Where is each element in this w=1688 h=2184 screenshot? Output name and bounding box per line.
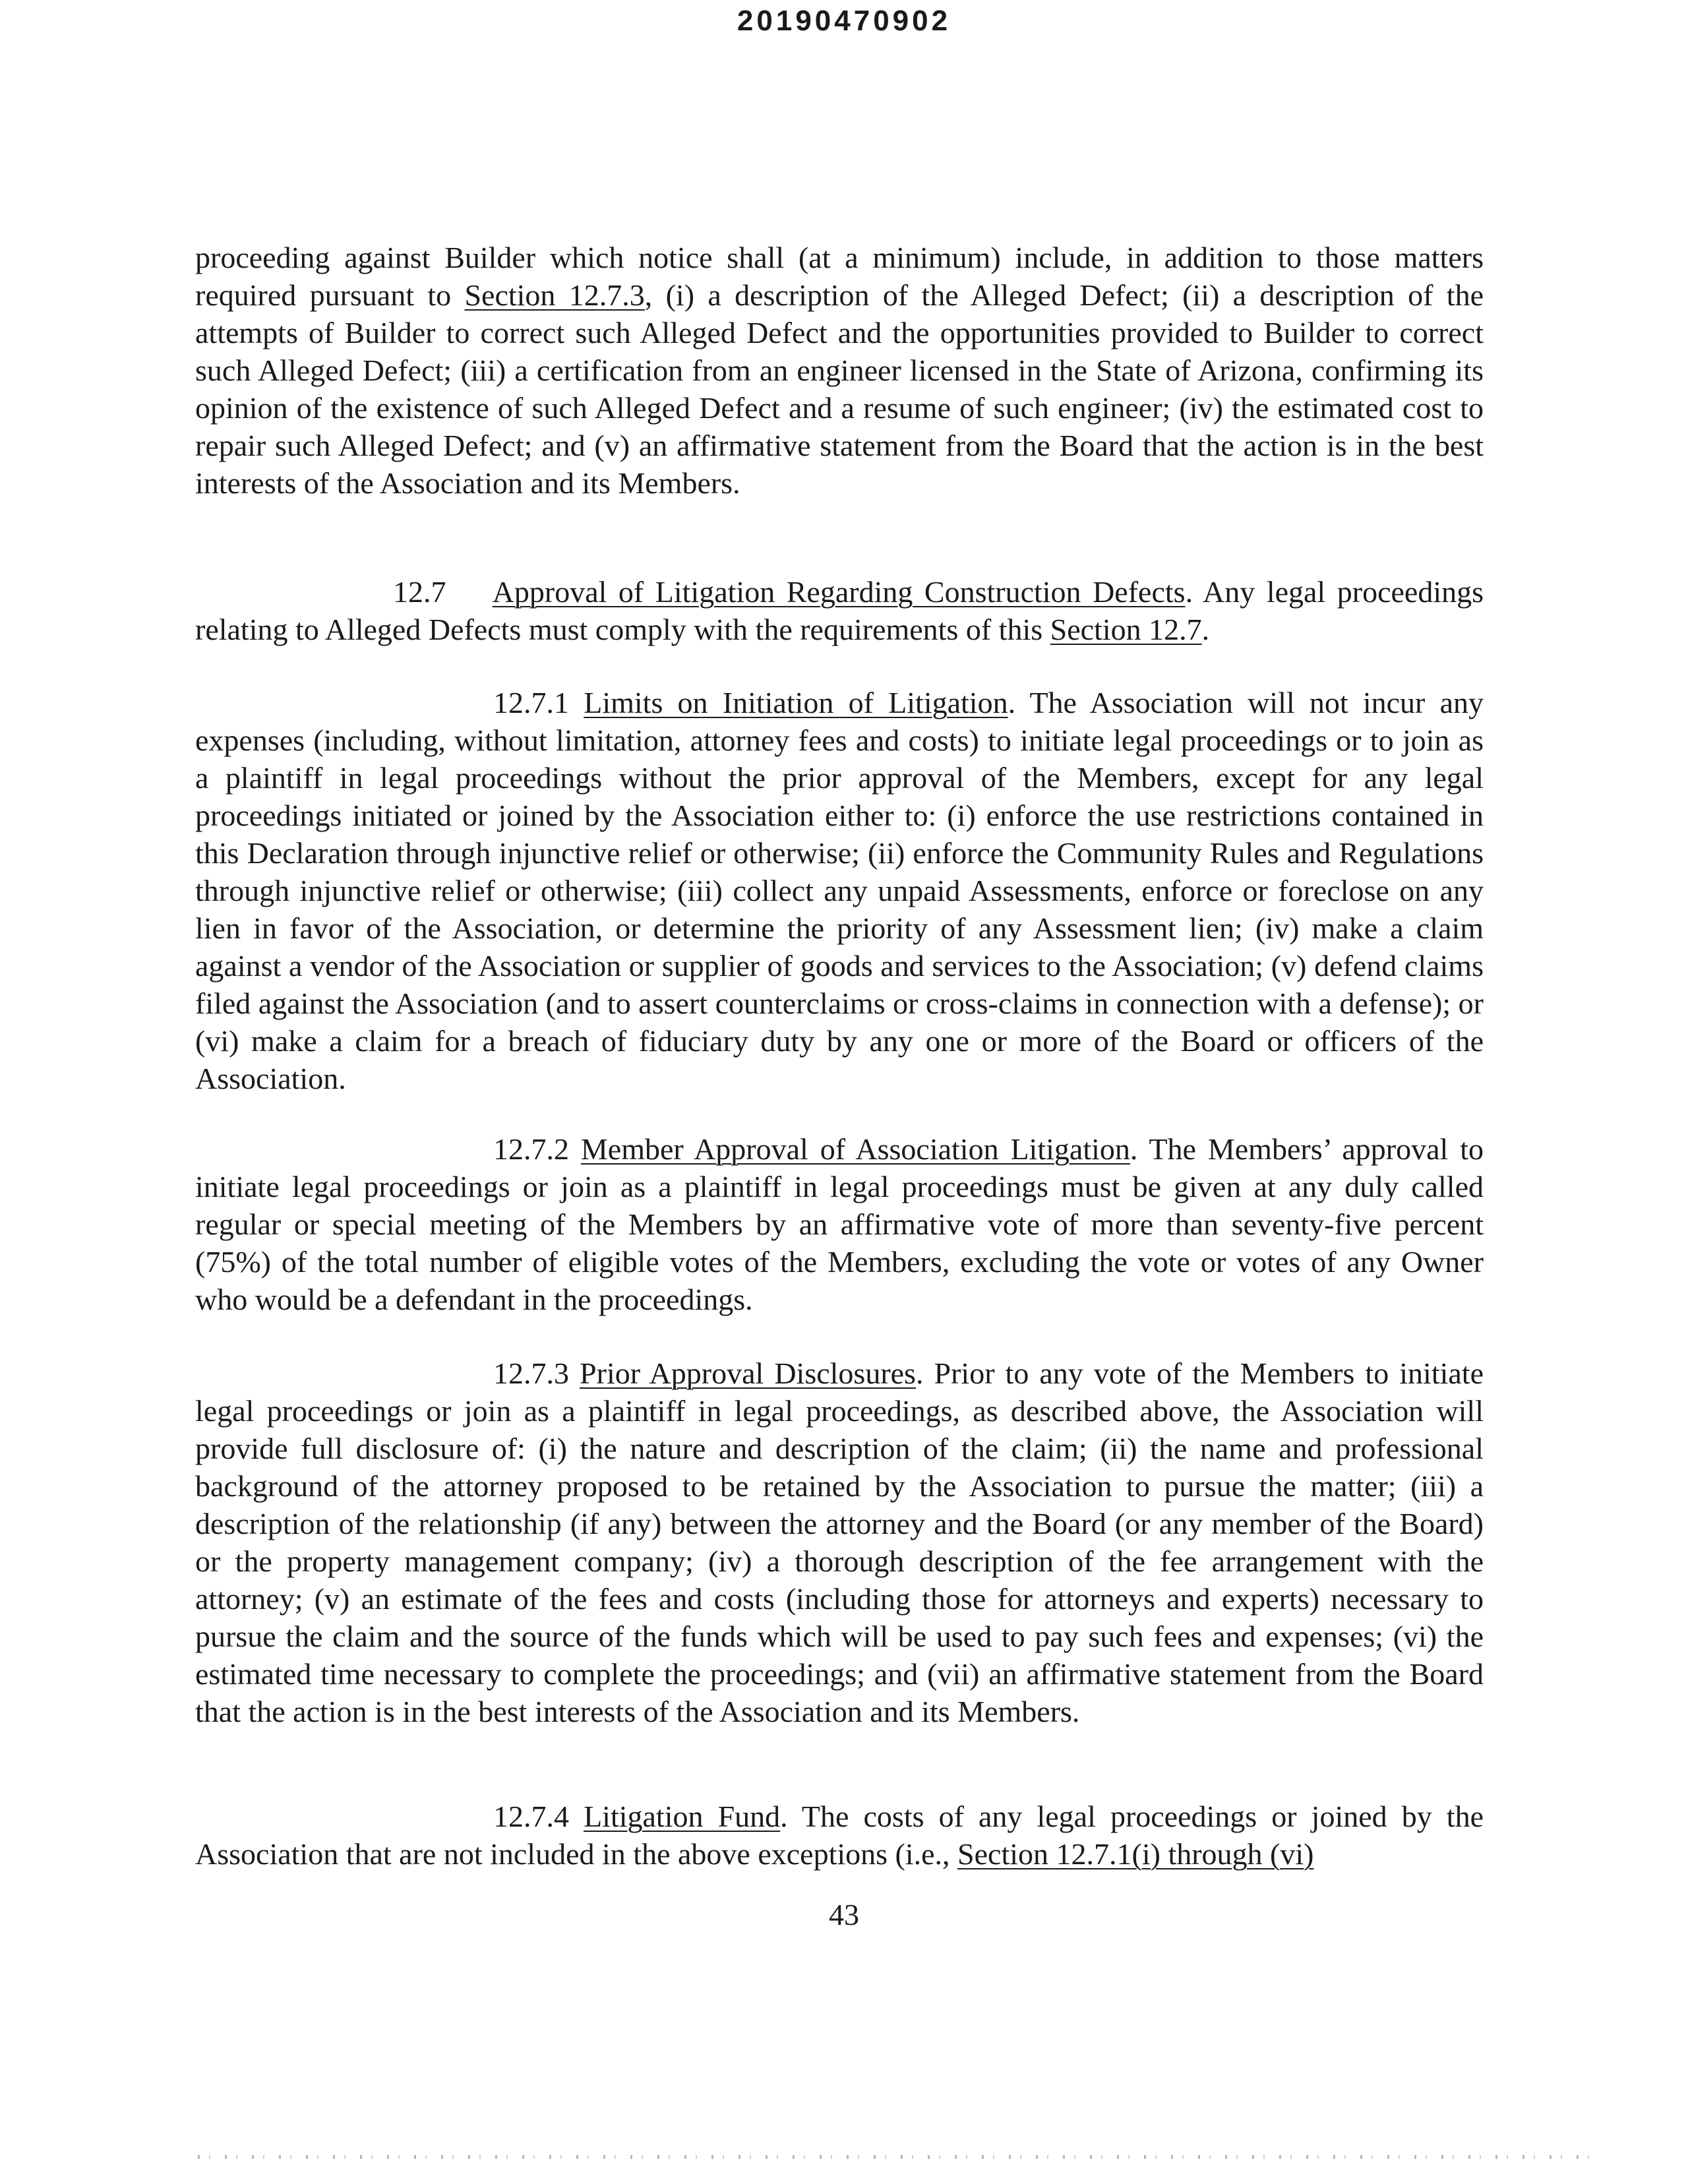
section-number: 12.7.4 bbox=[493, 1800, 569, 1833]
page-number: 43 bbox=[829, 1898, 859, 1931]
section-reference: Section 12.7.3 bbox=[464, 278, 645, 312]
section-number: 12.7.1 bbox=[493, 686, 569, 719]
paragraph-text: 12.7 Approval of Litigation Regarding Construction Defects. Any legal proceedings relating to Alleged Defects must comply with the requirements of this Section 12.7. bbox=[195, 575, 1484, 646]
paragraph-text: 12.7.3 Prior Approval Disclosures. Prior to any vote of the Members to initiate legal proceedings or join as a plaintiff in legal proceedings, as described above, the Association will provide full disclosure of: (i) the nature and description of the claim; (ii) the name and professional background of the attorney proposed to be retained by the Association to pursue the matter; (iii) a description of the relationship (if any) between the attorney and the Board (or any member of the Board) or the property management company; (iv) a thorough description of the fee arrangement with the attorney; (v) an estimate of the fees and costs (including those for attorneys and experts) necessary to pursue the claim and the source of the funds which will be used to pay such fees and expenses; (vi) the estimated time necessary to complete the proceedings; and (vii) an affirmative statement from the Board that the action is in the best interests of the Association and its Members. bbox=[195, 1356, 1484, 1728]
paragraph-text: proceeding against Builder which notice shall (at a minimum) include, in addition to those matters required pursuant to Section 12.7.3, (i) a description of the Alleged Defect; (ii) a description of the attempts of Builder to correct such Alleged Defect and the opportunities provided to Builder to correct such Alleged Defect; (iii) a certification from an engineer licensed in the State of Arizona, confirming its opinion of the existence of such Alleged Defect and a resume of such engineer; (iv) the estimated cost to repair such Alleged Defect; and (v) an affirmative statement from the Board that the action is in the best interests of the Association and its Members. bbox=[195, 241, 1484, 500]
section-heading: Limits on Initiation of Litigation bbox=[584, 686, 1008, 719]
section-number: 12.7 bbox=[393, 575, 446, 609]
section-heading: Prior Approval Disclosures bbox=[580, 1356, 916, 1390]
section-12-7-1 bbox=[195, 684, 1484, 1097]
paragraph-text: 12.7.4 Litigation Fund. The costs of any legal proceedings or joined by the Association that are not included in the above exceptions (i.e., Section 12.7.1(i) through (vi) bbox=[195, 1800, 1484, 1871]
section-heading: Approval of Litigation Regarding Construction Defects bbox=[492, 575, 1186, 609]
section-12-7-2 bbox=[195, 1130, 1484, 1318]
section-number: 12.7.2 bbox=[493, 1132, 569, 1166]
section-12-7 bbox=[195, 573, 1484, 648]
section-12-7-4 bbox=[195, 1798, 1484, 1873]
section-number: 12.7.3 bbox=[493, 1356, 569, 1390]
scan-artifact-line bbox=[198, 2155, 1596, 2159]
section-heading: Member Approval of Association Litigation bbox=[580, 1132, 1130, 1166]
section-reference: Section 12.7.1(i) through (vi) bbox=[957, 1837, 1314, 1871]
section-reference: Section 12.7 bbox=[1050, 613, 1202, 646]
section-heading: Litigation Fund bbox=[584, 1800, 781, 1833]
paragraph-text: 12.7.1 Limits on Initiation of Litigation. The Association will not incur any expenses (including, without limitation, attorney fees and costs) to initiate legal proceedings or to join as a plaintiff in legal proceedings without the prior approval of the Members, except for any legal proceedings initiated or joined by the Association either to: (i) enforce the use restrictions contained in this Declaration through injunctive relief or otherwise; (ii) enforce the Community Rules and Regulations through injunctive relief or otherwise; (iii) collect any unpaid Assessments, enforce or foreclose on any lien in favor of the Association, or determine the priority of any Assessment lien; (iv) make a claim against a vendor of the Association or supplier of goods and services to the Association; (v) defend claims filed against the Association (and to assert counterclaims or cross-claims in connection with a defense); or (vi) make a claim for a breach of fiduciary duty by any one or more of the Board or officers of the Association. bbox=[195, 686, 1484, 1095]
section-12-7-3 bbox=[195, 1354, 1484, 1730]
paragraph-text: 12.7.2 Member Approval of Association Litigation. The Members’ approval to initiate legal proceedings or join as a plaintiff in legal proceedings must be given at any duly called regular or special meeting of the Members by an affirmative vote of more than seventy-five percent (75%) of the total number of eligible votes of the Members, excluding the vote or votes of any Owner who would be a defendant in the proceedings. bbox=[195, 1132, 1484, 1316]
paragraph-continuation bbox=[195, 239, 1484, 502]
document-number: 20190470902 bbox=[737, 5, 951, 37]
